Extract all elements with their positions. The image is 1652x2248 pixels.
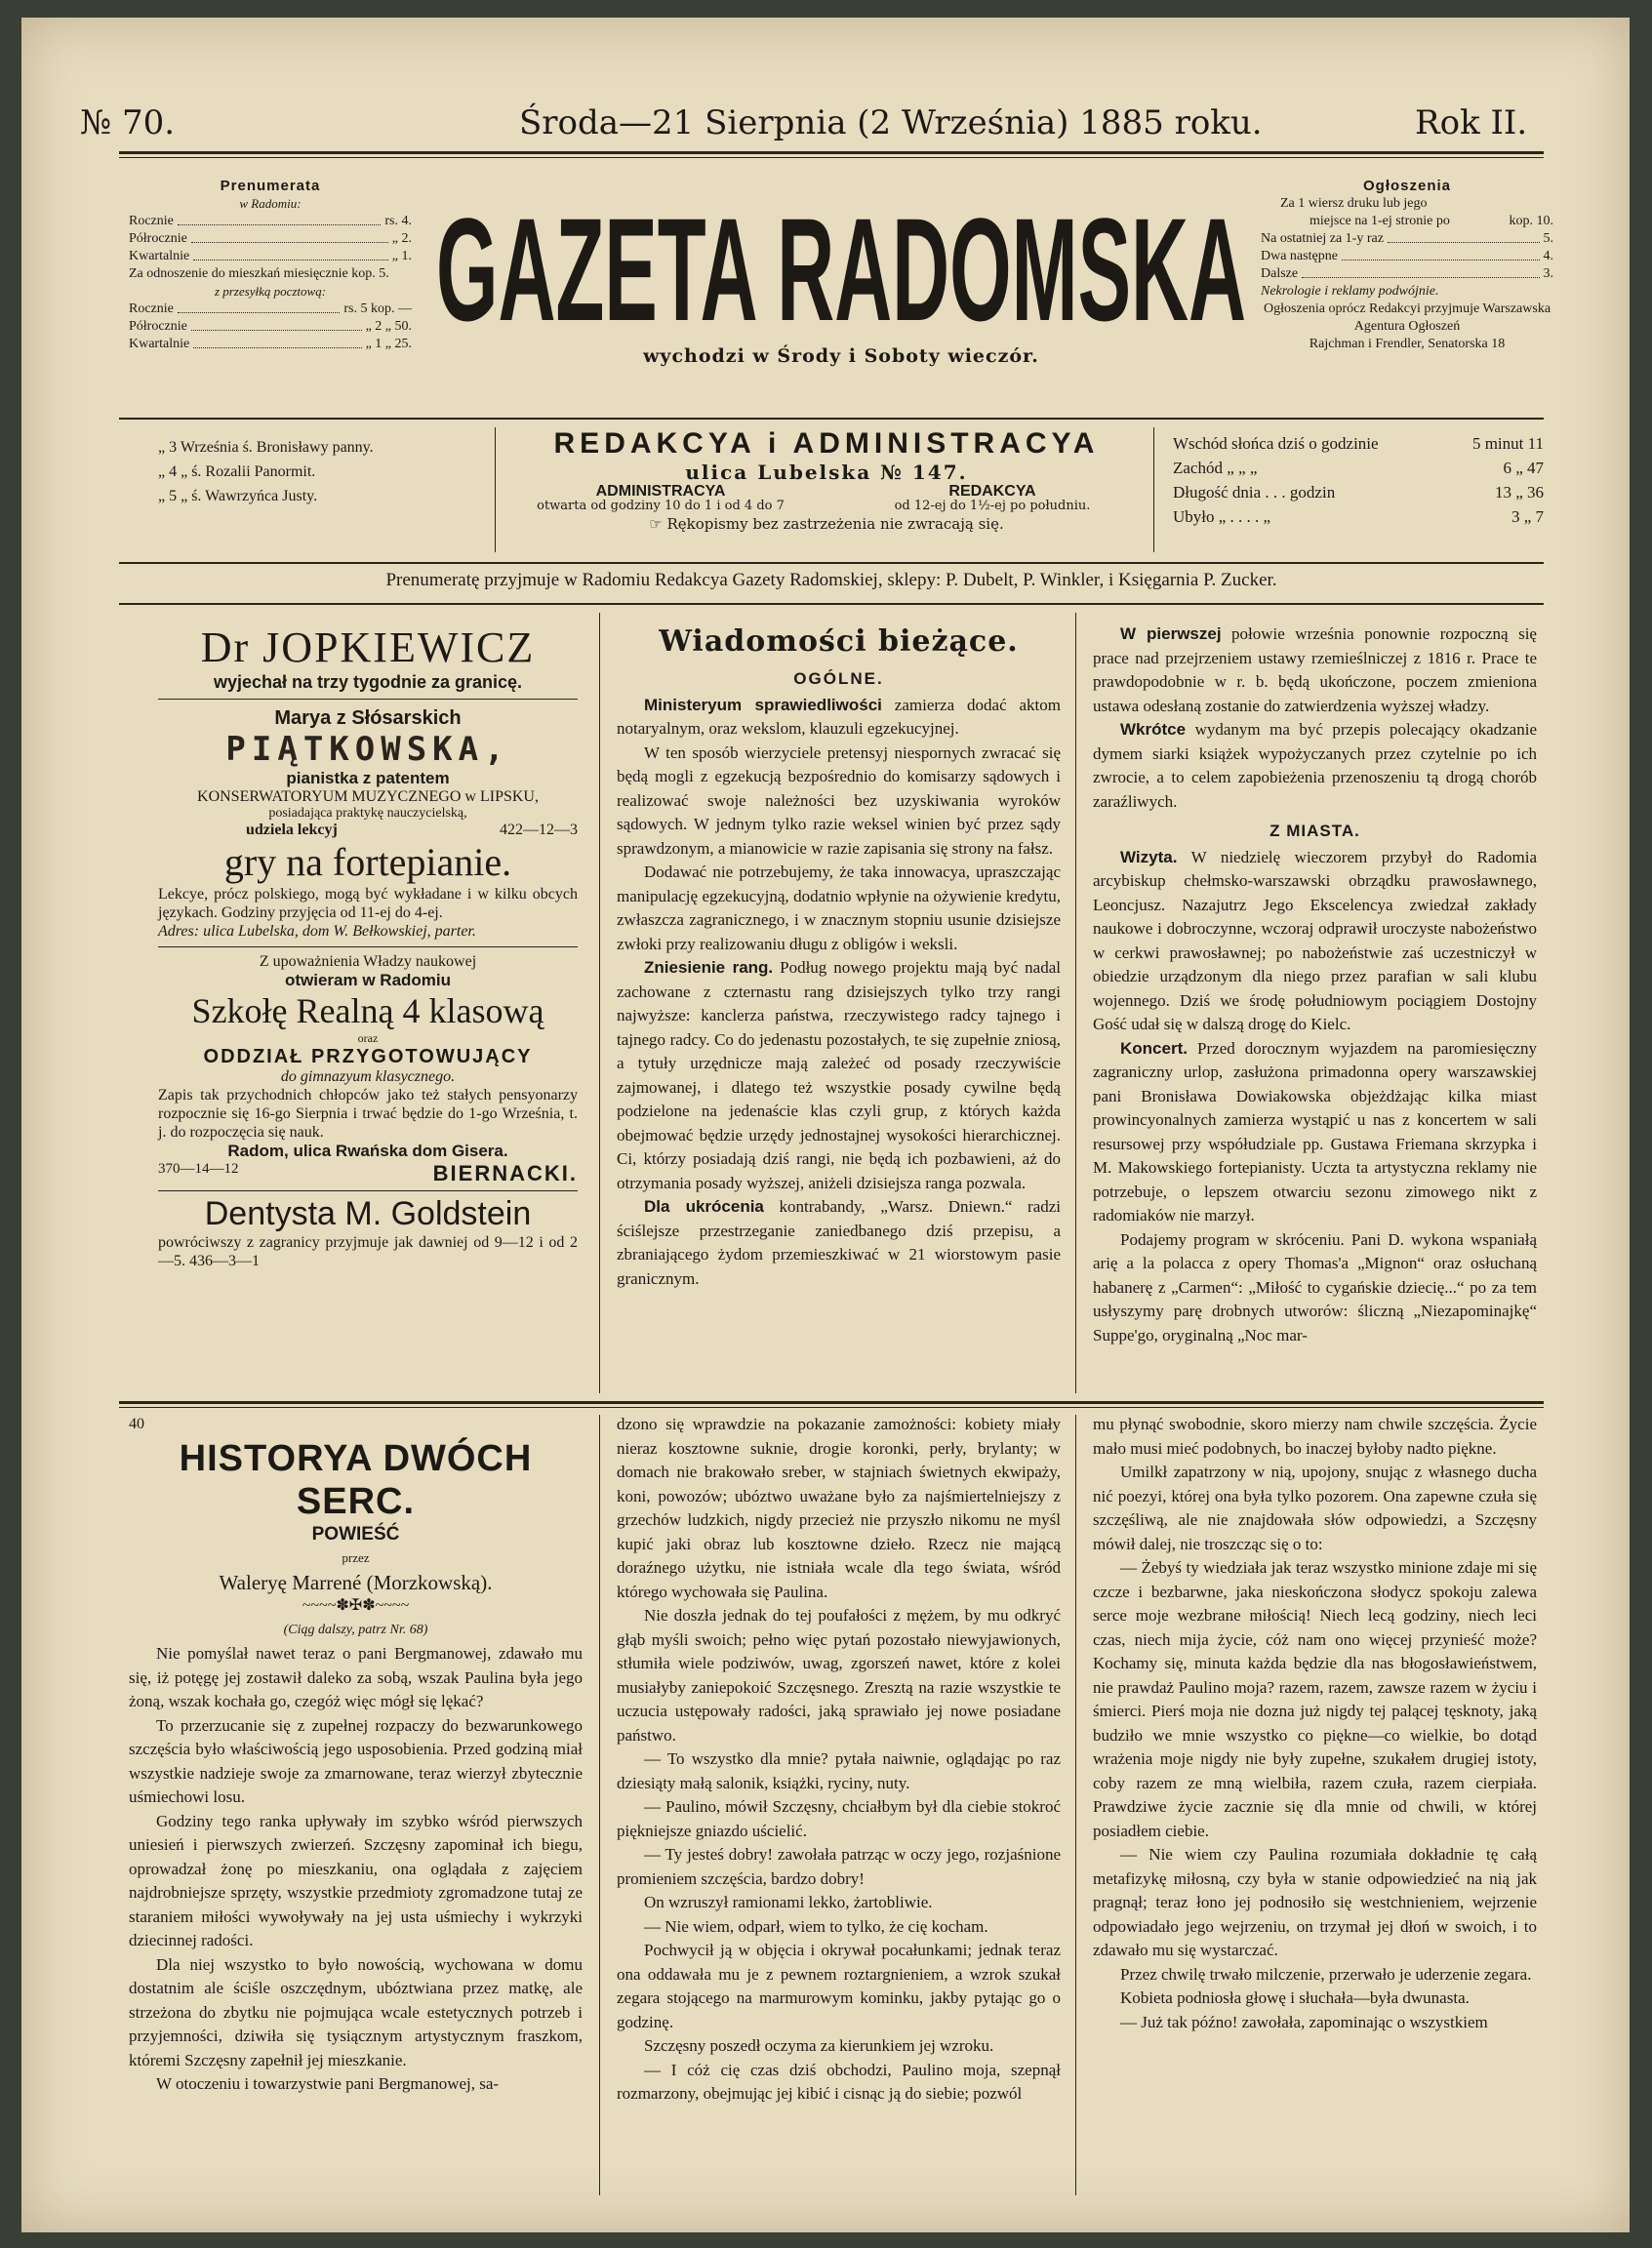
news-column-right: W pierwszej połowie września ponownie rozpoczną się prace nad przejrzeniem ustawy rzemieślniczej z 1816 r. Prace te prawdopodobnie w r. b. będą ukończone, poczem zmieniona ustawa odesłaną zostanie do zatwierdzenia wyższej władzy. Wkrótce wydanym ma być przepis polecający okadzanie dymem siarki książek wypożyczanych przez czytelnie po ich zwrocie, a to celem zapobieżenia przenoszeniu tą drogą chorób zaraźliwych. Z MIASTA. Wizyta. W niedzielę wieczorem przybył do Radomia arcybiskup chełmsko-warszawski obrządku prawosławnego, Leoncjusz. Nazajutrz Jego Ekscelencya zwiedzał zakłady naukowe i dobroczynne, wczoraj odprawił uroczyste nabożeństwo w cerkwi prawosławnej; po nabożeństwie zaś uczestniczył w obiedzie urządzonym dla niego przez parafian w sali klubu wojennego. Dziś we środę południowym pociągiem Dostojny Gość udał się w dalszą drogę do Kielc. Koncert. Przed dorocznym wyjazdem na paromiesięczny zagraniczny urlop, zasłużona primadonna opery warszawskiej pani Bronisława Dowiakowska objeżdżając kilka miast prowincyonalnych zamierza wystąpić u nas z koncertem w sali resursowej przy współudziale pp. Gustawa Friemana skrzypka i M. Makowskiego fortepianisty. Uczta ta artystyczna reklamy nie potrzebuje, o lepszem otwarciu sezonu zimowego nikt z radomiaków nie marzył. Podajemy program w skróceniu. Pani D. wykona wspaniałą arię a la polacca z opery Thomas'a „Mignon“ oraz osłuchaną habanerę z „Carmen“: „Miłość to cygańskie dziecię...“ po za tem usłyszymy parę drobnych utworów: śliczną „Niezapominajkę“ Suppe'go, oryginalną „Noc mar-: [1093, 624, 1538, 1345]
subscription-points: Prenumeratę przyjmuje w Radomiu Redakcya Gazety Radomskiej, sklepy: P. Dubelt, P. Winkler, i Księgarnia P. Zucker.: [385, 570, 1277, 590]
feuilleton-title: HISTORYA DWÓCH SERC.: [179, 1437, 533, 1522]
ads-column: Dr JOPKIEWICZ wyjechał na trzy tygodnie za granicę. Marya z Słósarskich PIĄTKOWSKA, pianistka z patentem KONSERWATORYUM MUZYCZNEGO w LIPSKU, posiadająca praktykę nauczycielską, udziela lekcyj 422—12—3 gry na fortepianie. Lekcye, prócz polskiego, mogą być wykładane i w kilku obcych językach. Godziny przyjęcia od 11-ej do 4-ej. Adres: ulica Lubelska, dom W. Bełkowskiej, parter. Z upoważnienia Władzy naukowej otwieram w Radomiu Szkołę Realną 4 klasową oraz ODDZIAŁ PRZYGOTOWUJĄCY do gimnazyum klasycznego. Zapis tak przychodnich chłopców jako też stałych pensyonarzy rozpocznie się 16-go Sierpnia i trwać będzie do 1-go Września, t. j. do rozpoczęcia się nauk. Radom, ulica Rwańska dom Gisera. 370—14—12 BIERNACKI. Dentysta M. Goldstein powróciwszy z zagranicy przyjmuje jak dawniej od 9—12 i od 2—5. 436—3—1: [158, 623, 578, 1269]
issue-year: Rok II.: [1415, 103, 1528, 142]
saints-calendar: „ 3 Września ś. Bronisławy panny. „ 4 „ ś. Rozalii Panormit. „ 5 „ ś. Wawrzyńca Justy.: [158, 439, 374, 504]
feuilleton-column-1: 40 HISTORYA DWÓCH SERC. POWIEŚĆ przez Waleryę Marrené (Morzkowską). ~~~~✽✠✽~~~~ (Ciąg dalszy, patrz Nr. 68) Nie pomyślał nawet teraz o pani Bergmanowej, zdawało mu się, iż potęgę jej zostawił daleko za sobą, wszak Paulina była jego żoną, wszak kochała go, czegóż więc mógł się lękać? To przerzucanie się z zupełnej rozpaczy do bezwarunkowego szczęścia było właściwością jego usposobienia. Przed godziną miał wszystkie nadzieje swoje za zmarnowane, teraz wierzył zbytecznie uśmiechowi losu. Godziny tego ranka upływały im szybko wśród pierwszych uniesień i pierwszych zwierzeń. Szczęsny zapominał ich biegu, oprowadzał żonę po mieszkaniu, ona oglądała z zajęciem najdrobniejsze sprzęty, wszystkie przedmioty zgromadzone tutaj ze staraniem miłości wywoływały na jej usta uśmiechy i wykrzyki dziecinnej radości. Dla niej wszystko to było nowością, wychowana w domu dostatnim ale ściśle oszczędnym, ubóztwiana przez matkę, ale strzeżona do zbytku nie pojmująca wcale estetycznych potrzeb i przyjemności, dziwiła się tysiącznym artystycznym fraszkom, któremi Szczęsny zapełnił jej mieszkanie. W otoczeniu i towarzystwie pani Bergmanowej, sa-: [129, 1416, 583, 2093]
svg-text:GAZETA RADOMSKA: GAZETA RADOMSKA: [436, 187, 1246, 340]
news-heading: Wiadomości bieżące.: [659, 624, 1019, 659]
issue-date: Środa—21 Sierpnia (2 Września) 1885 roku.: [519, 103, 1263, 142]
ads-price-box: Ogłoszenia Za 1 wiersz druku lub jego miejsce na 1-ej stronie po kop. 10. Na ostatniej za 1-y raz 5. Dwa następne 4. Dalsze 3. Nekrologie i reklamy podwójnie. Ogłoszenia oprócz Redakcyi przyjmuje Warszawska Agentura Ogłoszeń Rajchman i Frendler, Senatorska 18: [1261, 178, 1553, 351]
subscription-box: Prenumerata w Radomiu: Rocznie rs. 4. Półrocznie „ 2. Kwartalnie „ 1. Za odnoszenie do mieszkań miesięcznie kop. 5. z przesyłką pocztową: Rocznie rs. 5 kop. — Półrocznie „ 2 „ 50. Kwartalnie „ 1 „ 25.: [129, 178, 412, 351]
feuilleton-column-3: mu płynąć swobodnie, skoro mierzy nam chwile szczęścia. Życie mało musi mieć podobnych, bo inaczej byłoby nadto piękne. Umilkł zapatrzony w nią, upojony, snując z własnego ducha nić poezyi, której ona była tylko pozorem. Ona zapewne czuła się szczęśliwą, ale nie znajdowała słów odpowiedzi, a Szczęsny mówił dalej, nie troszcząc się o to: — Żebyś ty wiedziała jak teraz wszystko minione zdaje mi się czcze i bezbarwne, jaka nieskończona słodycz spokoju zalewa serce moje wezbrane miłością! Niech lecą godziny, niech leci czas, niech mija życie, cóż nam ono więcej przynieść może? Kochamy się, minuta każda będzie dla nas błogosławieństwem, nie prawdaż Paulino moja? razem, razem, zawsze razem w życiu i śmierci. Pierś moja nie dozna już nigdy tej palącej tęsknoty, jaką budziło we mnie wszystko co piękne—co wielkie, bo dotąd wrażenia moje nigdy nie były zupełne, szukałem drugiej istoty, coby razem ze mną wielbiła, razem czuła, razem cierpiała. Prawdziwe życie zacznie się dla mnie od chwili, w której posiadłem ciebie. — Nie wiem czy Paulina rozumiała dokładnie tę całą metafizykę miłosną, czy była w stanie odpowiedzieć na nią jak pragnął; teraz łono jej podnosiło się westchnieniem, wejrzenie odpowiadało jego wejrzeniu, on trzymał jej dłoń w swoich, i to zdawało mu się wystarczać. Przez chwilę trwało milczenie, przerwało je uderzenie zegara. Kobieta podniosła głowę i słuchała—była dwunasta. — Już tak późno! zawołała, zapominając o wszystkiem: [1093, 1415, 1537, 2031]
sun-table: Wschód słońca dziś o godzinie 5 minut 11 Zachód „ „ „ 6 „ 47 Długość dnia . . . godzin 13 „ 36 Ubyło „ . . . . „ 3 „ 7: [1173, 434, 1544, 526]
pointing-hand-icon: ☞: [649, 515, 663, 533]
ad-jopkiewicz-name: Dr JOPKIEWICZ: [200, 623, 536, 671]
issue-number: № 70.: [80, 103, 176, 142]
newspaper-page: [21, 18, 1630, 2232]
news-column: Wiadomości bieżące. OGÓLNE. Ministeryum sprawiedliwości zamierza dodać aktom notaryalnym, oraz wekslom, klauzuli egzekucyjnej. W ten sposób wierzyciele pretensyj niespornych zwracać się będą mogli z egzekucją bezpośrednio do komisarzy sądowych i realizować swoje należności bez uzyskiwania wyroków sądowych. W jednym tylko razie weksel winien być przez sądy sprawdzonym, a mianowicie w razie zapisania się strony na fałsz. Dodawać nie potrzebujemy, że taka innowacya, upraszczając manipulację egzekucyjną, dodatnio wpłynie na ożywienie kredytu, zwłaszcza zagranicznego, i w znacznym stopniu usunie dzisiejsze zwłoki przy realizowaniu długu z obligów i weksli. Zniesienie rang. Podług nowego projektu mają być nadal zachowane z czternastu rang dzisiejszych tylko trzy rangi najwyższe: kanclerza państwa, rzeczywistego radcy tajnego i tajnego radcy. Co do jedenastu pozostałych, te się zupełnie zniosą, a tytuły urzędnicze mają zależeć od posady rzeczywiście zajmowanej, i dlatego też wszystkie posady cywilne będą podzielone na jedenaście klas czyli grup, z których każda obejmować będzie urzędy jednostajnej wysokości hierarchicznej. Ci, którzy posiadają dziś rangi, nie będą ich pozbawieni, aż do otrzymania posady wyższej, aniżeli dzisiejsza ranga pozwala. Dla ukrócenia kontrabandy, „Warsz. Dniewn.“ radzi ściślejsze przestrzeganie zaniedbanego dziś przepisu, a zbraniającego żydom przemieszkiwać w 21 wiorstowym pasie granicznym.: [617, 624, 1062, 1288]
masthead-subtitle: wychodzi w Środy i Soboty wieczór.: [643, 345, 1039, 367]
editorial-office: REDAKCYA i ADMINISTRACYA ulica Lubelska № 147. ADMINISTRACYA otwarta od godziny 10 do 1 i od 4 do 7 REDAKCYA od 12-ej do 1½-ej po południu. ☞ Rękopismy bez zastrzeżenia nie zwracają się.: [537, 427, 1100, 533]
feuilleton-column-2: dzono się wprawdzie na pokazanie zamożności: kobiety miały nieraz kosztowne suknie, drogie koronki, perły, brylanty; w domach nie brakowało sreber, w stajniach świetnych ekwipaży, koni, powozów; ubóztwo uważane było za najśmiertelniejszy z grzechów ludzkich, nigdy przecież nie przyszło nikomu ne myśl kupić jaki obraz lub kosztowne dzieło. Rzecz nie mającą doraźnego użytku, nie istniała wcale dla tego świata, wśród którego wychowała się Paulina. Nie doszła jednak do tej poufałości z mężem, by mu odkryć głąb myśli swoich; pełno więc pytań pozostało niewyjawionych, stłumiła wiele podziwów, uwag, zgorszeń nawet, które z kolei musiałyby zaniepokoić Szczęsnego. Zresztą na razie wszystkie te uczucia ustępowały radości, jaką sprawiało jej nowe posiadane państwo. — To wszystko dla mnie? pytała naiwnie, oglądając po raz dziesiąty małą salonik, książki, ryciny, nuty. — Paulino, mówił Szczęsny, chciałbym był dla ciebie stokroć piękniejsze gniazdo uścielić. — Ty jesteś dobry! zawołała patrząc w oczy jego, rozjaśnione promieniem szczęścia, bardzo dobry! On wzruszył ramionami lekko, żartobliwie. — Nie wiem, odparł, wiem to tylko, że cię kocham. Pochwycił ją w objęcia i okrywał pocałunkami; jednak teraz ona oddawała mu je z pewnem roztargnieniem, a wzrok szukał zegara stojącego na marmurowym kominku, jakby pytając go o godzinę. Szczęsny poszedł oczyma za kierunkiem jej wzroku. — I cóż cię czas dziś obchodzi, Paulino moja, szepnął rozmarzony, obejmując jej kibić i cisnąc ją do siebie; pozwól: [617, 1415, 1061, 2103]
masthead-title: [402, 174, 1280, 340]
masthead: [402, 174, 1280, 367]
